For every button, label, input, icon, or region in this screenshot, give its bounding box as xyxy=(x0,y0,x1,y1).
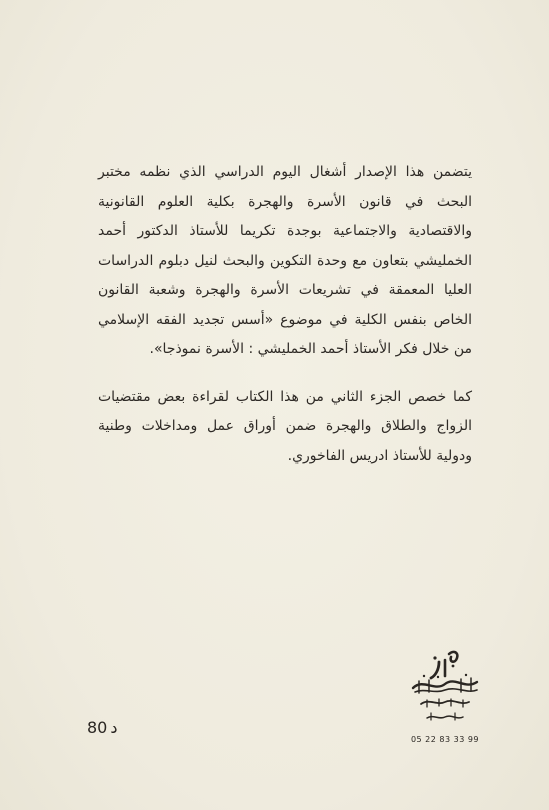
price-value: 80 xyxy=(87,718,108,737)
description-paragraph: كما خصص الجزء الثاني من هذا الكتاب لقراءة بعض مقتضيات الزواج والطلاق والهجرة ضمن أوراق عمل ومداخلات وطنية ودولية للأستاذ ادريس الفاخوري. xyxy=(98,388,472,464)
description-paragraph: يتضمن هذا الإصدار أشغال اليوم الدراسي الذي نظمه مختبر البحث في قانون الأسرة والهجرة بكلية العلوم القانونية والاقتصادية والاجتماعية بوجدة تكريما للأستاذ الدكتور أحمد الخمليشي بتعاون مع وحدة التكوين والبحث لنيل دبلوم الدراسات العليا المعمقة في تشريعات الأسرة والهجرة وشعبة القانون الخاص بنفس الكلية في موضوع «أسس تجديد الفقه الإسلامي من خلال فكر الأستاذ أحمد الخمليشي : الأسرة نموذجا». xyxy=(98,164,472,357)
price-currency: د xyxy=(110,718,118,737)
description-text xyxy=(98,158,472,471)
publisher-block xyxy=(400,648,490,748)
price-label xyxy=(87,718,117,737)
publisher-logo xyxy=(405,648,485,732)
publisher-phone: 05 22 83 33 99 xyxy=(410,735,480,744)
